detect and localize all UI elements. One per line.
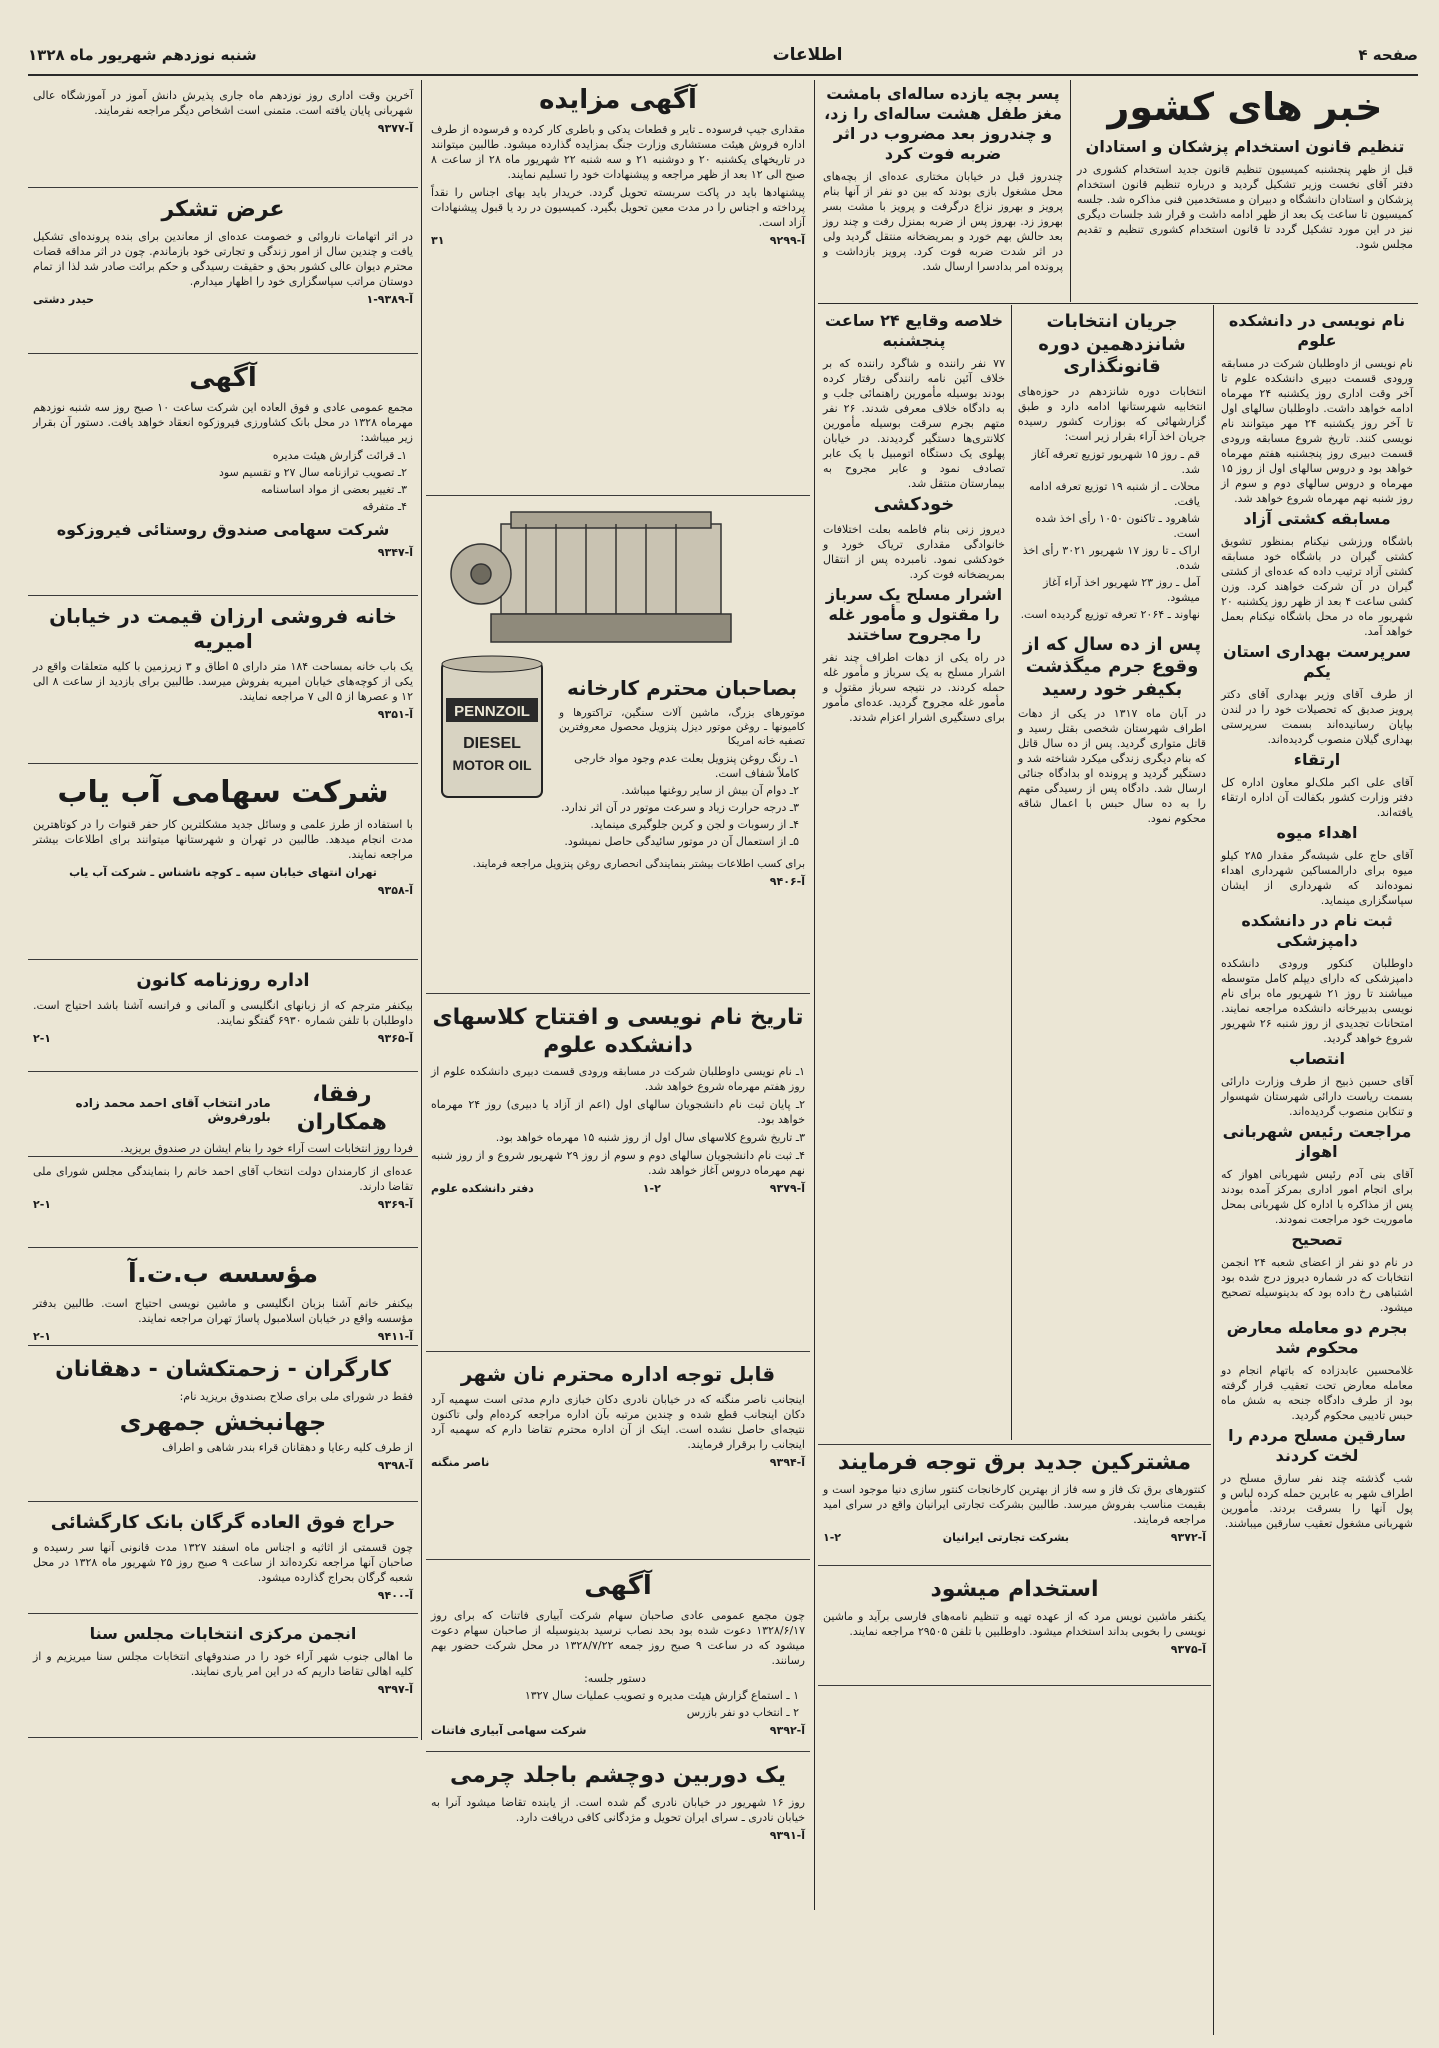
- senate-election-ad: [28, 1620, 418, 1738]
- civil-servants-election-ad: [28, 1162, 418, 1248]
- can-line-1: DIESEL: [463, 735, 521, 752]
- list-item: ۵ـ از استعمال آن در موتور سائیدگی حاصل نمیشود.: [564, 835, 799, 848]
- bread-office-notice: [426, 1358, 810, 1560]
- ad-footer: [431, 1828, 805, 1843]
- ad-title: آگهی مزایده: [539, 85, 697, 115]
- ad-title: مشترکین جدید برق توجه فرمایند: [837, 1450, 1192, 1475]
- ad-signature: ناصر منگنه: [431, 1456, 490, 1469]
- ad-signature: شرکت سهامی آبیاری فاتنات: [431, 1723, 587, 1737]
- police-school-notice: [28, 86, 418, 188]
- national-news-lead: [1072, 80, 1418, 302]
- headline: پس از ده سال که از وقوع جرم میگذشت بکیفر خود رسید: [1023, 633, 1201, 700]
- masthead-bar: [28, 38, 1418, 72]
- ad-code: آ-۹۳۹۷: [377, 1683, 413, 1696]
- ad-footer: [33, 121, 413, 136]
- header-rule: [28, 74, 1418, 76]
- ad-code: آ-۹۴۰۰: [377, 1588, 413, 1602]
- newspaper-name: اطلاعات: [772, 45, 843, 65]
- ad-title: اداره روزنامه کانون: [136, 970, 310, 991]
- ad-code: آ-۹۴۰۶: [769, 875, 805, 888]
- list-item: ۴ـ متفرقه: [362, 499, 407, 513]
- headline: اشرار مسلح یک سرباز را مقتول و مأمور غله را مجروح ساختند: [825, 584, 1003, 644]
- ad-title: انجمن مرکزی انتخابات مجلس سنا: [89, 1624, 357, 1643]
- colleagues-election-ad: [28, 1077, 418, 1157]
- ad-title: کارگران - زحمتکشان - دهقانان: [55, 1357, 391, 1382]
- article-body: آقای بنی آدم رئیس شهربانی اهواز که برای انجام امور اداری بمرکز آمده بودند پس از مذاکره با اداره کل شهربانی بمحل ماموریت خود مراجعت نمودند.: [1221, 1168, 1413, 1226]
- ad-code: آ-۹۳۷۷: [377, 122, 413, 135]
- list-item: ۲ـ دوام آن بیش از سایر روغنها میباشد.: [621, 784, 799, 797]
- column-rule: [1213, 305, 1214, 2035]
- headline: مراجعت رئیس شهربانی اهواز: [1222, 1122, 1412, 1161]
- ad-signature: شرکت سهامی صندوق روستائی فیروزکوه: [56, 519, 390, 539]
- list-item: ۲ـ تصویب ترازنامه سال ۲۷ و تقسیم سود: [218, 465, 407, 479]
- ad-repeat: ۲-۱: [33, 1198, 51, 1211]
- headline: پسر بچه یازده ساله‌ای بامشت مغز طفل هشت ساله‌ای را زد، و چندروز بعد مضروب در اثر ضربه فوت کرد: [824, 84, 1062, 163]
- ad-code: آ-۹۳۹۲: [769, 1723, 805, 1737]
- can-brand: PENNZOIL: [454, 703, 530, 720]
- ad-body: در اثر اتهامات ناروائی و خصومت عده‌ای از معاندین برای بنده پرونده‌ای تشکیل یافت و چندین سال از امور زندگی و تجارتی خود بازماندم. چون در اثر مداقه قضات محترم دیوان عالی کشور بحق و حقیقت رسیدگی و حکم برائت صادر شد لذا از تمام دوستان مراتب سپاسگزاری خود را اظهار میدارم.: [33, 229, 413, 288]
- ad-footer: [33, 1329, 413, 1344]
- ad-body: پیشنهادها باید در پاکت سربسته تحویل گردد. خریدار باید بهای اجناس را نقداً پرداخته و اجناس را در مدت معین تحویل بگیرد. کمیسیون در رد یا قبول پیشنهادات آزاد است.: [431, 185, 805, 229]
- ad-footer: [431, 874, 805, 889]
- ad-title: شرکت سهامی آب یاب: [57, 775, 389, 810]
- article-body: آقای حاج علی شیشه‌گر مقدار ۲۸۵ کیلو میوه برای دارالمساکین شهرداری اهداء نموده‌اند که شهرداری از ایشان سپاسگزاری مینماید.: [1221, 849, 1413, 907]
- ad-address: تهران انتهای خیابان سپه ـ کوچه ناشناس ـ شرکت آب یاب: [69, 865, 377, 879]
- list-item: ۳ـ تغییر بعضی از مواد اساسنامه: [261, 482, 407, 496]
- ad-signature: حیدر دشتی: [33, 292, 95, 306]
- lost-binoculars-ad: [426, 1758, 810, 1908]
- agenda-label: دستور جلسه:: [584, 1671, 646, 1685]
- irrigation-company-ad: [426, 1566, 810, 1752]
- ad-repeat: ۲-۱: [33, 1329, 51, 1343]
- list-item: آمل ـ روز ۲۳ شهریور اخذ آراء آغاز میشود.: [1043, 575, 1200, 604]
- firuzkuh-meeting-ad: [28, 358, 418, 596]
- article-body: انتخابات دوره شانزدهم در حوزه‌های انتخابیه شهرستانها ادامه دارد و طبق گزارشهائی که بوزارت کشور رسیده جریان اخذ آراء بقرار زیر است:: [1018, 384, 1206, 443]
- article-body: دیروز زنی بنام فاطمه بعلت اختلافات خانوادگی مقداری تریاک خورد و خودکشی نمود. نامبرده پس از انتقال بمریضخانه فوت کرد.: [823, 522, 1005, 581]
- ad-repeat: ۱-۲: [642, 1182, 661, 1195]
- list-item: ۱ـ قرائت گزارش هیئت مدیره: [272, 448, 407, 462]
- headline: بجرم دو معامله معارض محکوم شد: [1226, 1318, 1408, 1357]
- list-item: محلات ـ از شنبه ۱۹ توزیع تعرفه ادامه یافت.: [1029, 479, 1200, 508]
- list-item: نهاوند ـ ۲۰۶۴ تعرفه توزیع گردیده است.: [1020, 607, 1200, 621]
- list-item: شاهرود ـ تاکنون ۱۰۵۰ رأی اخذ شده است.: [1035, 511, 1200, 540]
- ad-footer: [823, 1530, 1206, 1545]
- ad-body: کنتورهای برق تک فاز و سه فاز از بهترین کارخانجات کنتور سازی دنیا موجود است و بقیمت مناسب بفروش میرسد. طالبین بشرکت تجارتی ایرانیان واقع در سرای امید مراجعه فرمایند.: [823, 1482, 1206, 1526]
- ad-body: چون قسمتی از اثاثیه و اجناس ماه اسفند ۱۳۲۷ مدت قانونی آنها سر رسیده و صاحبان آنها مراجعه نکرده‌اند از ساعت ۹ صبح روز ۲۵ شهریور ماه ۱۳۲۸ در محل شعبه گرگان بحراج گذارده میشود.: [33, 1540, 414, 1584]
- ad-footer: [33, 1458, 413, 1473]
- list-item: ۴ـ ثبت نام دانشجویان سالهای دوم و سوم از روز ۲۹ شهریور شروع و از روز شنبه نهم مهرماه دروس آغاز خواهد شد.: [431, 1149, 805, 1177]
- headline: خلاصه وقایع ۲۴ ساعت پنجشنبه: [824, 311, 1004, 350]
- article-body: غلامحسین عابدزاده که باتهام انجام دو معامله معارض تحت تعقیب قرار گرفته بود از طرف دادگاه جنحه به شش ماه حبس تادیبی محکوم گردید.: [1221, 1364, 1413, 1422]
- column-rule: [1011, 305, 1012, 1440]
- list-item: ۴ـ از رسوبات و لجن و کربن جلوگیری مینماید.: [590, 818, 799, 831]
- headline: تصحیح: [1291, 1230, 1343, 1249]
- article-body: قبل از ظهر پنجشنبه کمیسیون تنظیم قانون جدید استخدام کشوری در دفتر آقای نخست وزیر تشکیل گردید و درباره تنظیم قانون استخدام پزشکان و استادان دانشگاه و دبیران و مستخدمین فنی مذاکره شد. جلسه کمیسیون تا ساعت یک بعد از ظهر ادامه داشت و قرار شد جلسات دیگری نیز در این مورد تشکیل گردد تا قانون استخدام کشوری تنظیم و تقدیم مجلس شود.: [1077, 162, 1413, 251]
- ad-title: بصاحبان محترم کارخانه: [566, 676, 798, 700]
- abyab-company-ad: [28, 770, 418, 960]
- headline: انتصاب: [1289, 1049, 1345, 1068]
- auction-ad: [426, 80, 810, 496]
- ad-footer: [33, 1031, 413, 1046]
- ad-footer: [33, 707, 413, 722]
- ad-footer: [823, 1642, 1206, 1657]
- ad-body: مقداری جیپ فرسوده ـ تایر و قطعات یدکی و باطری کار کرده و فرسوده از طرف اداره فروش هیئت مستشاری وزارت جنگ بمزایده گذارده میشود. طالبین میتوانند در تاریخهای یکشنبه ۲۰ و دوشنبه ۲۱ و سه شنبه ۲۲ شهریور ماه ۲۸ از ساعت ۸ صبح الی ۱۲ بعد از ظهر مراجعه و پیشنهادات خود را تسلیم نمایند.: [431, 122, 805, 181]
- engine-illustration: [431, 504, 805, 674]
- headline: تنظیم قانون استخدام پزشکان و استادان: [1085, 136, 1405, 156]
- article-body: شب گذشته چند نفر سارق مسلح در اطراف شهر به عابرین حمله کرده لباس و پول آنها را بسرقت بردند. مأمورین شهربانی مشغول تعقیب سارقین میباشند.: [1221, 1472, 1413, 1530]
- ad-body: بیکنفر خانم آشنا بزبان انگلیسی و ماشین نویسی احتیاج است. طالبین بدفتر مؤسسه واقع در خیابان اسلامبول پاساژ تهران مراجعه نمایند.: [33, 1296, 413, 1325]
- hiring-ad: [818, 1572, 1211, 1686]
- article-body: ۷۷ نفر راننده و شاگرد راننده که بر خلاف آئین نامه رانندگی رفتار کرده بودند بوسیله مأمورین راهنمائی جلب و به دادگاه خلاف معرفی شدند. ۲۶ نفر متهم بجرم سرقت بوسیله مأمورین کلانتری‌ها دستگیر گردیدند. در خیابان پهلوی یک دستگاه اتومبیل با یک عابر تصادف نمود و عابر مجروح به بیمارستان منتقل شد.: [823, 357, 1005, 490]
- electricity-subscribers-ad: [818, 1444, 1211, 1566]
- ad-code: آ-۹۳۶۹: [377, 1198, 413, 1211]
- issue-date: شنبه نوزدهم شهریور ماه ۱۳۲۸: [28, 46, 257, 64]
- article-body: داوطلبان کنکور ورودی دانشکده دامپزشکی که دارای دیپلم کامل متوسطه میباشند تا روز ۲۱ شهریور ماه برای نام نویسی بدبیرخانه دانشکده مراجعه نمایند. امتحانات تجدیدی از روز شنبه ۲۶ شهریور شروع خواهد گردید.: [1221, 957, 1413, 1045]
- ad-footer: [431, 1723, 805, 1738]
- column-rule: [814, 80, 815, 1910]
- gorgan-auction-ad: [28, 1508, 418, 1614]
- headline: ارتقاء: [1293, 750, 1341, 769]
- column-rule: [421, 80, 422, 1740]
- ad-title: آگهی: [584, 1571, 652, 1601]
- ad-title: قابل توجه اداره محترم نان شهر: [460, 1362, 776, 1386]
- article-body: آقای حسین ذبیح از طرف وزارت دارائی بسمت ریاست دارائی شهرستان شهسوار و تنکابن منصوب گردیده‌اند.: [1221, 1075, 1413, 1118]
- ad-subtitle: مادر انتخاب آقای احمد محمد زاده بلورفروش: [75, 1096, 271, 1124]
- ad-body: چون مجمع عمومی عادی صاحبان سهام شرکت آبیاری فاتنات که برای روز ۱۳۲۸/۶/۱۷ دعوت شده بود بحد نصاب نرسید بدینوسیله از صاحبان سهام دعوت میشود که در ساعت ۹ صبح روز جمعه ۱۳۲۸/۷/۲۲ در محل شرکت حضور بهم رسانند.: [431, 1608, 805, 1667]
- list-item: ۲ ـ انتخاب دو نفر بازرس: [686, 1705, 799, 1719]
- ad-footer: [33, 292, 413, 307]
- oil-can-illustration: [432, 652, 552, 802]
- article-body: چندروز قبل در خیابان مختاری عده‌ای از بچه‌های محل مشغول بازی بودند که بین دو نفر از آنها بنام پرویز و بهروز نزاع درگرفت و پرویز با مشت بسر بهروز زد. بهروز پس از ضربه بمنزل رفت و چند روز بعد حالش بهم خورد و بمریضخانه منتقل گردید ولی در اثر شدت ضربه فوت کرد. پرویز بازداشت و پرونده امر بدادسرا ارسال شد.: [823, 170, 1063, 273]
- ad-code: آ-۹۳۵۸: [377, 883, 413, 897]
- headline: سارقین مسلح مردم را لخت کردند: [1228, 1426, 1406, 1465]
- list-item: ۱ ـ استماع گزارش هیئت مدیره و تصویب عملیات سال ۱۳۲۷: [524, 1688, 799, 1702]
- ad-number: ۳۱: [431, 233, 445, 247]
- headline: خودکشی: [873, 494, 955, 515]
- ad-repeat: ۲-۱: [33, 1031, 51, 1045]
- news-column-right: [1216, 307, 1418, 2035]
- ad-body: یکنفر ماشین نویس مرد که از عهده تهیه و تنظیم نامه‌های فارسی برآید و ماشین نویسی را بخوبی بداند استخدام میشود. داوطلبین با تلفن ۲۹۵۰۵ مراجعه نمایند.: [823, 1609, 1206, 1638]
- section-rule: [818, 303, 1418, 304]
- column-rule: [1070, 80, 1071, 302]
- ad-title: مؤسسه ب.ت.آ: [127, 1259, 319, 1289]
- ad-footer: [33, 1588, 413, 1603]
- thanks-notice: [28, 192, 418, 354]
- ad-title: آگهی: [189, 363, 257, 393]
- ad-body: با استفاده از طرز علمی و وسائل جدید مشکلترین کار حفر قنوات را در کوتاهترین مدت انجام میدهد. طالبین در تهران و شهرستانها میتوانند برای اطلاعات بیشتر مراجعه نمایند.: [33, 817, 413, 861]
- ad-body: عده‌ای از کارمندان دولت انتخاب آقای احمد خانم را بنمایندگی مجلس شورای ملی تقاضا دارند.: [33, 1165, 413, 1193]
- article-body: در راه یکی از دهات اطراف چند نفر اشرار مسلح به یک سرباز و مأمور غله حمله کردند. در نتیجه سرباز مقتول و مأمور غله مجروح گردید. عده‌ای مأمور برای دستگیری اشرار اعزام شدند.: [823, 650, 1005, 724]
- article-body: در نام دو نفر از اعضای شعبه ۲۴ انجمن انتخابات که در شماره دیروز درج شده بود اشتباهی رخ داده بود که بدینوسیله تصحیح میشود.: [1221, 1256, 1414, 1314]
- bta-institute-ad: [28, 1254, 418, 1346]
- ad-repeat: ۱-۲: [823, 1530, 842, 1544]
- article-body: نام نویسی از داوطلبان شرکت در مسابقه ورودی قسمت دبیری دانشکده علوم تا آخر وقت اداری روز یکشنبه ۲۴ مهرماه ادامه خواهد داشت. داوطلبان سالهای اول تا آخر روز یکشنبه ۲۴ مهر میتوانند نام نویسی کنند. تاریخ شروع مسابقه ورودی قسمت دبیری روز پنجشنبه هفتم مهرماه خواهد بود و دروس سالهای اول از روز ۱۵ مهرماه و دروس سالهای دوم و سوم از روز شنبه نهم مهرماه شروع خواهد شد.: [1221, 357, 1414, 505]
- ad-closing: برای کسب اطلاعات بیشتر بنمایندگی انحصاری روغن پنزویل مراجعه فرمایند.: [472, 858, 805, 870]
- list-item: ۱ـ رنگ روغن پنزویل بعلت عدم وجود مواد خارجی کاملاً شفاف است.: [574, 752, 799, 780]
- ad-code: آ-۹۳۵۱: [377, 708, 413, 721]
- ad-body: مجمع عمومی عادی و فوق العاده این شرکت ساعت ۱۰ صبح روز سه شنبه نوزدهم مهرماه ۱۳۲۸ در محل بانک کشاورزی فیروزکوه انعقاد خواهد یافت. دستور آن بقرار زیر میباشد:: [33, 400, 414, 444]
- ad-body: روز ۱۶ شهریور در خیابان نادری گم شده است. از یابنده تقاضا میشود آنرا به خیابان نادری ـ سرای ایران تحویل و مژدگانی کافی دریافت دارد.: [431, 1795, 805, 1824]
- list-item: اراک ـ تا روز ۱۷ شهریور ۳۰۲۱ رأی اخذ شده.: [1022, 543, 1200, 572]
- ad-title: تاریخ نام نویسی و افتتاح کلاسهای دانشکده علوم: [432, 1005, 804, 1058]
- boy-story: [818, 80, 1068, 302]
- article-body: باشگاه ورزشی نیکنام بمنظور تشویق کشتی گیران در باشگاه خود مسابقه کشتی آزاد ترتیب داده که عده‌ای از کشتی گیران در آن شرکت خواهند کرد. وزن کشی ساعت ۴ بعد از ظهر روز یکشنبه ۲۰ شهریور ماه در محل باشگاه نیکنام بعمل خواهد آمد.: [1221, 535, 1413, 638]
- list-item: ۳ـ درجه حرارت زیاد و سرعت موتور در آن اثر ندارد.: [561, 801, 799, 814]
- ad-body: از طرف کلیه رعایا و دهقانان قراء بندر شاهی و اطراف: [162, 1440, 413, 1454]
- section-title: خبر های کشور: [1107, 85, 1383, 129]
- ad-code: آ-۹۳۹۸: [377, 1458, 413, 1472]
- ad-code: آ-۹۳۹۱: [769, 1828, 805, 1842]
- company-name: بشرکت تجارتی ایرانیان: [942, 1530, 1070, 1544]
- ad-body: فردا روز انتخابات است آراء خود را بنام ایشان در صندوق بریزید.: [120, 1142, 413, 1155]
- ad-title: استخدام میشود: [930, 1577, 1099, 1602]
- ad-body: ما اهالی جنوب شهر آراء خود را در صندوقهای انتخابات مجلس سنا میریزیم و از کلیه اهالی تقاضا داریم که در این امر یاری نمایند.: [33, 1650, 413, 1678]
- ad-code: آ-۹۳۷۵: [1170, 1642, 1206, 1656]
- ad-title: رفقا، همکاران: [296, 1082, 387, 1135]
- ad-footer: [431, 233, 805, 248]
- pennzoil-ad: [426, 502, 810, 994]
- ad-footer: [431, 1455, 805, 1470]
- ad-footer: [33, 545, 413, 560]
- workers-election-ad: [28, 1352, 418, 1502]
- article-body: در آبان ماه ۱۳۱۷ در یکی از دهات اطراف شهرستان شخصی بقتل رسید و قاتل متواری گردید. پس از ده سال قاتل که بنام دیگری زندگی میکرد شناخته شد و دستگیر گردید و پرونده او بدادگاه جنائی ارسال شد. دادگاه پس از رسیدگی متهم را به ده سال حبس با اعمال شاقه محکوم نمود.: [1018, 707, 1206, 825]
- ad-body: فقط در شورای ملی برای صلاح بصندوق بریزید نام:: [179, 1389, 413, 1403]
- headline: جریان انتخابات شانزدهمین دوره قانونگذاری: [1038, 311, 1186, 377]
- article-body: از طرف آقای وزیر بهداری آقای دکتر پرویز صدیق که تحصیلات خود را در لندن بپایان رسانیده‌اند بسمت سرپرستی بهداری گیلان منصوب گردیده‌اند.: [1221, 688, 1413, 746]
- list-item: ۲ـ پایان ثبت نام دانشجویان سالهای اول (اعم از آزاد یا دبیری) روز ۲۴ مهرماه خواهد بود.: [431, 1098, 805, 1126]
- kanun-newspaper-ad: [28, 966, 418, 1072]
- ad-code: آ-۹۴۱۱: [377, 1329, 413, 1343]
- headline: اهداء میوه: [1276, 823, 1358, 842]
- ad-footer: [33, 1682, 413, 1697]
- engine-icon: [451, 512, 731, 642]
- ad-code: آ-۹۳۸۹-۱: [366, 292, 413, 306]
- ad-body: اینجانب ناصر منگنه که در خیابان نادری دکان خبازی دارم مدتی است سهمیه آرد دکان اینجانب قطع شده و چندین مرتبه بآن اداره مراجعه کرده‌ام ولی تاکنون نتیجه‌ای حاصل نشده است. اینک از آن اداره محترم تقاضا دارم که سهمیه آرد اینجانب را برقرار فرمایند.: [431, 1393, 805, 1451]
- headline: مسابقه کشتی آزاد: [1243, 509, 1391, 528]
- ad-code: آ-۹۳۶۵: [377, 1031, 413, 1045]
- ad-signature: دفتر دانشکده علوم: [431, 1182, 534, 1195]
- science-faculty-notice: [426, 1000, 810, 1352]
- headline: نام نویسی در دانشکده علوم: [1228, 311, 1406, 350]
- house-sale-ad: [28, 600, 418, 764]
- ad-intro: موتورهای بزرگ، ماشین آلات سنگین، تراکتورها و کامیونها ـ روغن موتور دیزل پنزویل محصول معروفترین تصفیه خانه امریکا: [559, 707, 805, 747]
- headline: ثبت نام در دانشکده دامپزشکی: [1241, 911, 1393, 950]
- ad-body: بیکنفر مترجم که از زبانهای انگلیسی و آلمانی و فرانسه آشنا باشد احتیاج است. داوطلبان با تلفن شماره ۶۹۳۰ گفتگو نمایند.: [33, 998, 413, 1027]
- ad-title: حراج فوق العاده گرگان بانک کارگشائی: [50, 1512, 396, 1533]
- headline: سرپرست بهداری استان یکم: [1222, 642, 1412, 681]
- can-line-2: MOTOR OIL: [452, 757, 532, 773]
- ad-footer: [33, 1197, 413, 1212]
- ad-code: آ-۹۲۹۹: [769, 233, 805, 247]
- ad-footer: [431, 1181, 805, 1196]
- candidate-name: جهانبخش جمهری: [119, 1407, 327, 1436]
- ad-body: آخرین وقت اداری روز نوزدهم ماه جاری پذیرش دانش آموز در آموزشگاه عالی شهربانی پایان یافته است. متمنی است اشخاص دیگر مراجعه نفرمایند.: [33, 89, 413, 117]
- list-item: قم ـ روز ۱۵ شهریور توزیع تعرفه آغاز شد.: [1031, 447, 1200, 476]
- news-column-center-right: [1013, 307, 1211, 1440]
- ad-title: یک دوربین دوچشم باجلد چرمی: [449, 1763, 787, 1788]
- list-item: ۳ـ تاریخ شروع کلاسهای سال اول از روز شنبه ۱۵ مهرماه خواهد بود.: [495, 1131, 805, 1144]
- news-column-inner: [818, 307, 1010, 1440]
- ad-title: عرض تشکر: [161, 197, 285, 222]
- ad-code: آ-۹۳۴۷: [377, 545, 413, 559]
- page-number: صفحه ۴: [1358, 46, 1418, 64]
- ad-code: آ-۹۳۷۲: [1170, 1530, 1206, 1544]
- list-item: ۱ـ نام نویسی داوطلبان شرکت در مسابقه ورودی قسمت دبیری دانشکده علوم از روز هفتم مهرماه شروع خواهد شد.: [431, 1065, 805, 1093]
- article-body: آقای علی اکبر ملک‌لو معاون اداره کل دفتر وزارت کشور بکفالت آن اداره ارتقاء یافته‌اند.: [1221, 776, 1413, 819]
- ad-body: یک باب خانه بمساحت ۱۸۴ متر دارای ۵ اطاق و ۳ زیرزمین با کلیه متعلقات واقع در یکی از کوچه‌های خیابان امیریه بفروش میرسد. طالبین برای بازدید از ساعت ۸ الی ۱۲ و عصرها از ۵ الی ۷ مراجعه نمایند.: [33, 660, 414, 703]
- ad-title: خانه فروشی ارزان قیمت در خیابان امیریه: [49, 604, 397, 653]
- ad-code: آ-۹۳۹۴: [769, 1456, 805, 1469]
- ad-code: آ-۹۳۷۹: [769, 1182, 805, 1195]
- ad-footer: [33, 883, 413, 898]
